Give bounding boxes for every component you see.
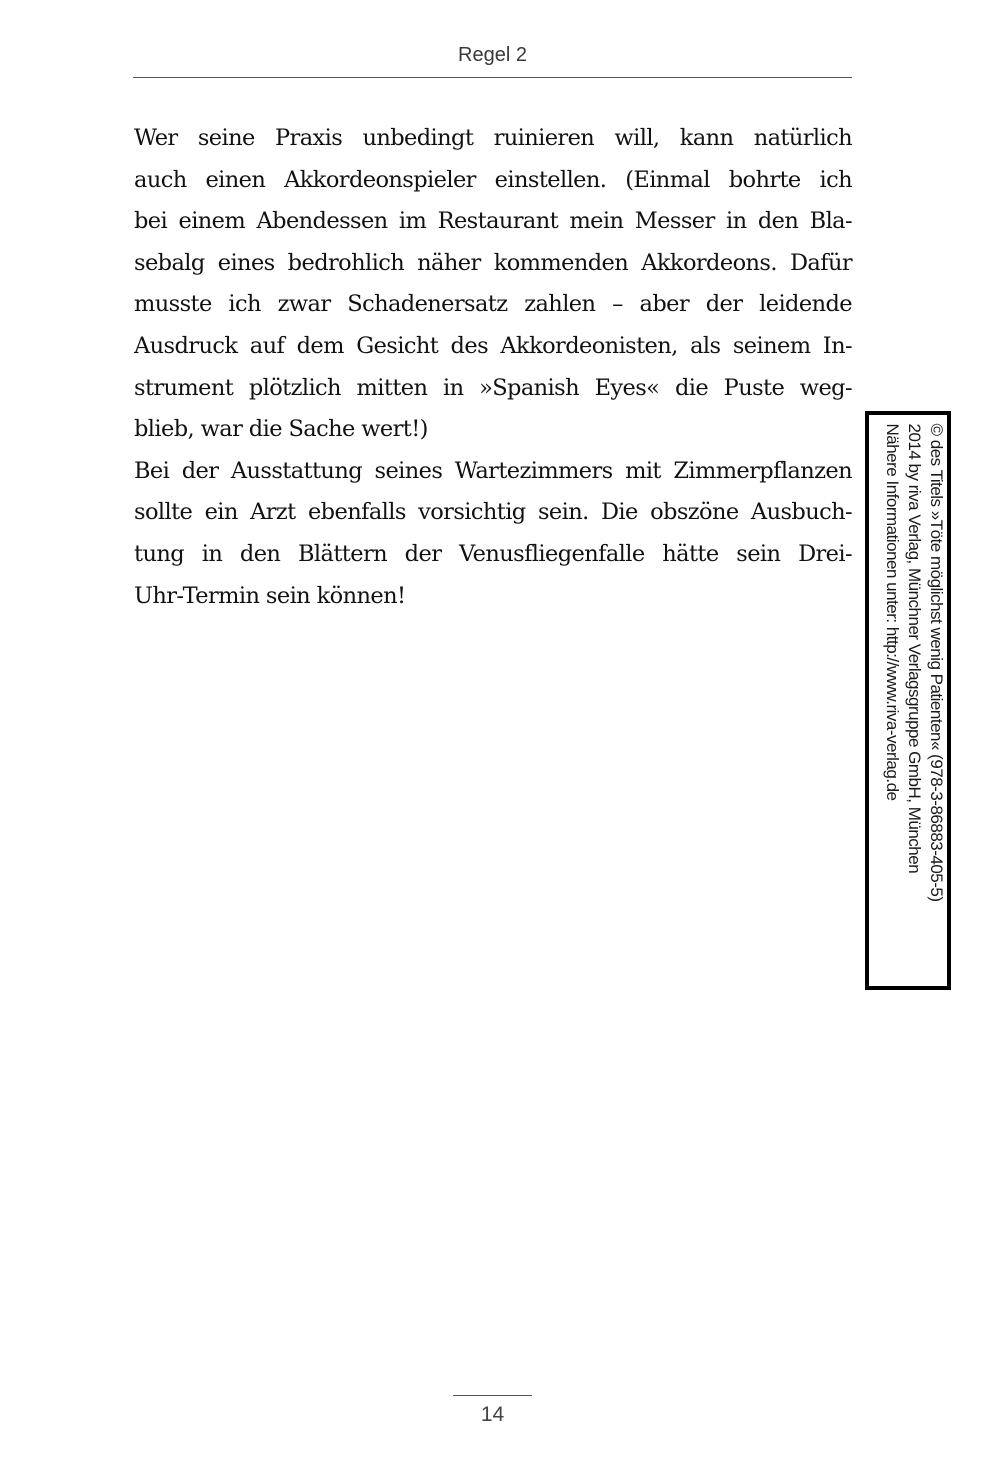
text-line: blieb, war die Sache wert!): [134, 416, 428, 443]
text-line: Ausdruck auf dem Gesicht des Akkordeonisten, als seinem In-: [134, 332, 852, 359]
page-number: 14: [480, 1403, 505, 1426]
text-line: Uhr-Termin sein können!: [134, 582, 406, 609]
text-line: auch einen Akkordeonspieler einstellen. (Einmal bohrte ich: [134, 166, 852, 193]
text-line: sollte ein Arzt ebenfalls vorsichtig sein. Die obszöne Ausbuch-: [134, 499, 852, 526]
footer-rule: [453, 1395, 532, 1396]
copyright-line: 2014 by riva Verlag, Münchner Verlagsgruppe GmbH, München: [905, 423, 924, 873]
text-line: sebalg eines bedrohlich näher kommenden Akkordeons. Dafür: [134, 249, 852, 276]
copyright-line: Nähere Informationen unter: http://www.riva-verlag.de: [883, 423, 902, 800]
text-line: bei einem Abendessen im Restaurant mein Messer in den Bla-: [134, 208, 852, 235]
text-line: strument plötzlich mitten in »Spanish Eyes« die Puste weg-: [134, 374, 852, 401]
header-rule: [133, 77, 852, 78]
text-line: tung in den Blättern der Venusfliegenfalle hätte sein Drei-: [134, 540, 852, 567]
copyright-text: [869, 415, 947, 986]
copyright-line: © des Titels »Töte möglichst wenig Patienten« (978-3-86883-405-5): [927, 423, 946, 902]
text-line: Wer seine Praxis unbedingt ruinieren will, kann natürlich: [134, 125, 852, 151]
running-head: Regel 2: [458, 44, 527, 66]
copyright-box: [865, 411, 951, 990]
text-line: musste ich zwar Schadenersatz zahlen – aber der leidende: [134, 291, 852, 318]
body-text: [134, 118, 852, 617]
text-line: Bei der Ausstattung seines Wartezimmers mit Zimmerpflanzen: [134, 457, 852, 484]
